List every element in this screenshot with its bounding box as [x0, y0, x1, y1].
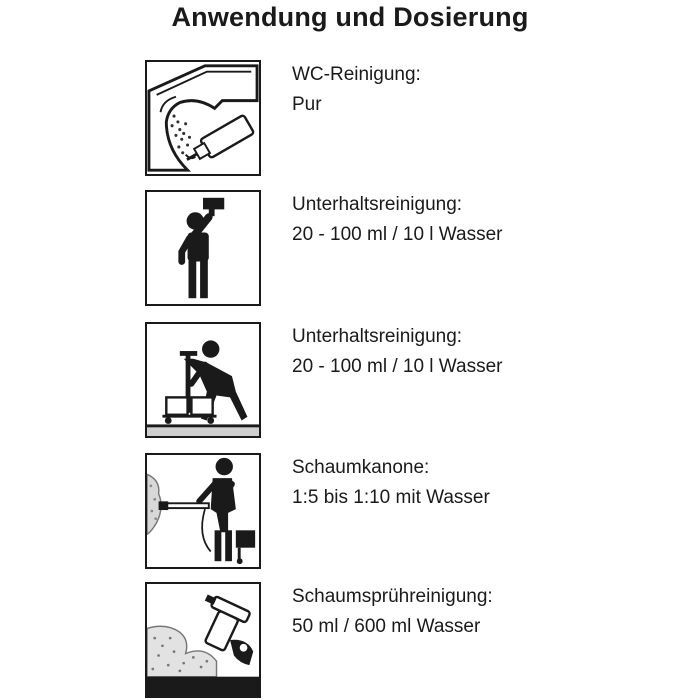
usage-label: Unterhaltsreinigung:: [292, 194, 463, 215]
floor-mopping-icon: [145, 322, 261, 438]
toilet-cleaning-icon: [145, 60, 261, 176]
foam-cannon-icon: [145, 453, 261, 569]
usage-label: Schaumkanone:: [292, 457, 430, 478]
usage-item-foam-spray: [145, 582, 665, 700]
usage-dosage: 20 - 100 ml / 10 l Wasser: [292, 224, 503, 245]
usage-item-foam-cannon: [145, 453, 665, 571]
usage-dosage: 20 - 100 ml / 10 l Wasser: [292, 356, 503, 377]
usage-item-maintenance-floor: [145, 322, 665, 440]
usage-label: Unterhaltsreinigung:: [292, 326, 463, 347]
page-title: Anwendung und Dosierung: [171, 2, 529, 32]
usage-dosage: Pur: [292, 94, 322, 115]
usage-item-wc: [145, 60, 665, 178]
foam-spray-icon: [145, 582, 261, 698]
usage-label: Schaumsprühreinigung:: [292, 586, 493, 607]
usage-item-maintenance-wall: [145, 190, 665, 308]
usage-label: WC-Reinigung:: [292, 64, 421, 85]
usage-dosage: 50 ml / 600 ml Wasser: [292, 616, 481, 637]
wall-cleaning-icon: [145, 190, 261, 306]
usage-dosage: 1:5 bis 1:10 mit Wasser: [292, 487, 490, 508]
